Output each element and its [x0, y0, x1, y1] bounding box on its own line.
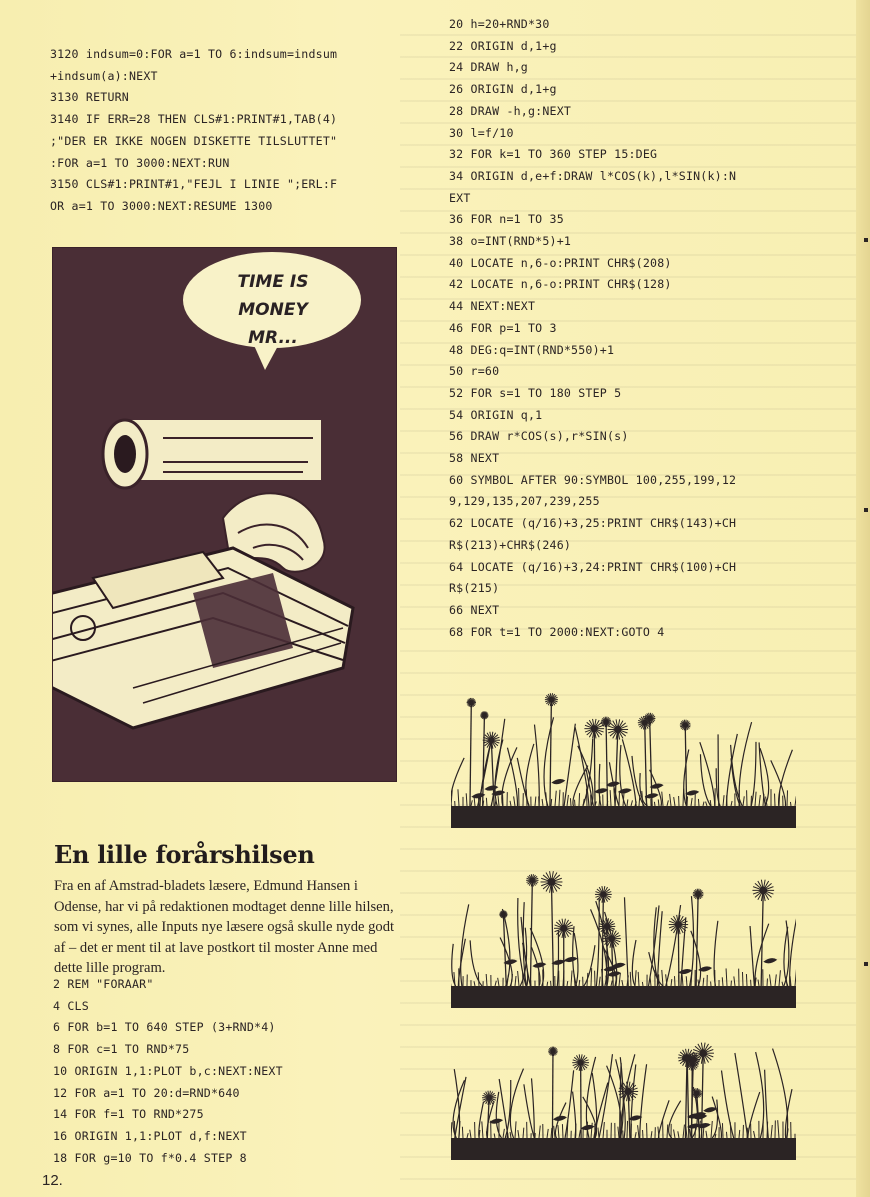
grass-blade — [735, 1053, 748, 1138]
grass-blade — [703, 978, 704, 986]
code-line: 28 DRAW -h,g:NEXT — [449, 103, 572, 118]
grass-blade — [558, 1125, 559, 1138]
flower-stem — [645, 723, 647, 806]
code-line: 68 FOR t=1 TO 2000:NEXT:GOTO 4 — [449, 624, 665, 639]
flower-stem — [602, 894, 603, 986]
grass-blade — [599, 1054, 612, 1138]
speech-text — [203, 268, 343, 352]
grass-blade — [758, 980, 759, 986]
code-line: 2 REM "FORAAR" — [53, 977, 154, 991]
grass-blade — [703, 802, 704, 806]
grass-blade — [518, 1130, 519, 1138]
grass-blade — [565, 1070, 574, 1138]
code-line: 36 FOR n=1 TO 35 — [449, 212, 564, 227]
flower-stem — [685, 1058, 687, 1138]
grass-blade — [635, 970, 636, 986]
edge-mark — [864, 962, 868, 966]
grass-blade — [510, 1132, 511, 1138]
grass-blade — [739, 1130, 740, 1138]
leaf — [532, 963, 546, 968]
code-line: 52 FOR s=1 TO 180 STEP 5 — [449, 385, 622, 400]
code-listing-top — [50, 44, 337, 218]
flower-stem — [615, 729, 618, 806]
grass-blade — [743, 796, 744, 806]
code-line: 56 DRAW r*COS(s),r*SIN(s) — [449, 429, 629, 444]
flower-stem — [594, 729, 595, 806]
grass-blade — [534, 725, 539, 806]
comic-illustration — [52, 247, 397, 782]
grass-blade — [657, 911, 662, 986]
grass-blade — [530, 928, 543, 986]
speech-line: TIME IS MONEY — [237, 272, 309, 320]
code-line: 3140 IF ERR=28 THEN CLS#1:PRINT#1,TAB(4) — [50, 112, 338, 127]
grass-blade — [535, 797, 536, 806]
grass-blade — [523, 1128, 524, 1138]
dandelion-head — [480, 711, 488, 719]
leaf — [763, 958, 777, 963]
grass-blade — [619, 973, 620, 986]
grass-blade — [703, 1127, 704, 1138]
leaf — [551, 779, 565, 784]
grass-blade — [579, 980, 580, 986]
code-line: OR a=1 TO 3000:NEXT:RESUME 1300 — [50, 198, 273, 213]
grass-blade — [474, 981, 475, 986]
grass-blade — [678, 1131, 679, 1138]
code-line: 3120 indsum=0:FOR a=1 TO 6:indsum=indsum — [50, 47, 338, 61]
grass-blade — [790, 802, 791, 806]
grass-blade — [734, 976, 735, 986]
code-line: 16 ORIGIN 1,1:PLOT d,f:NEXT — [53, 1128, 247, 1143]
grass-blade — [564, 724, 575, 806]
code-line: 34 ORIGIN d,e+f:DRAW l*COS(k),l*SIN(k):N — [449, 168, 737, 183]
grass-blade — [618, 1127, 619, 1138]
grass-blade — [658, 799, 659, 806]
grass-blade — [499, 1079, 508, 1138]
leaf — [553, 1116, 567, 1121]
article-intro: Fra en af Amstrad-bladets læsere, Edmund Hansen i Odense, har vi på redaktionen modtaget denne lille hilsen, som vi synes, alle Inputs nye læsere også skulle nyde godt af – det er ment til at lave postkort til moster Anne med dette lille program. — [54, 878, 395, 976]
grass-blade — [467, 1133, 468, 1138]
grass-blade — [603, 1122, 604, 1138]
grass-blade — [547, 982, 548, 986]
grass-blade — [754, 1131, 755, 1138]
grass-blade — [714, 921, 718, 986]
grass-blade — [554, 1126, 555, 1138]
code-line: R$(213)+CHR$(246) — [449, 537, 572, 552]
grass-blade — [683, 1125, 684, 1138]
grass-blade — [756, 1052, 764, 1138]
grass-blade — [562, 1124, 563, 1138]
grass-blade — [573, 766, 588, 806]
flower-stem — [650, 718, 652, 806]
code-line: 22 ORIGIN d,1+g — [449, 38, 557, 53]
grass-blade — [750, 926, 754, 986]
grass-blade — [482, 1121, 483, 1138]
grass-blade — [452, 944, 456, 986]
code-line: 20 h=20+RND*30 — [449, 17, 550, 31]
grass-blade — [573, 1092, 576, 1138]
grass-blade — [779, 970, 780, 986]
grass-blade — [503, 1129, 504, 1138]
grass-blade — [551, 799, 552, 806]
grass-blade — [631, 800, 632, 806]
grass-blade — [674, 1130, 675, 1138]
grass-blade — [466, 793, 467, 806]
grass-blade — [711, 1121, 712, 1138]
grass-blade — [686, 976, 687, 986]
code-line: 46 FOR p=1 TO 3 — [449, 320, 557, 335]
grass-blade — [698, 799, 699, 806]
grass-blade — [790, 909, 796, 986]
code-line: 18 FOR g=10 TO f*0.4 STEP 8 — [53, 1150, 247, 1165]
leaf — [581, 1125, 595, 1130]
grass-blade — [670, 794, 671, 806]
grass-blade — [651, 1131, 652, 1138]
grass-blade — [771, 1125, 772, 1138]
grass-blade — [559, 790, 560, 806]
code-line: 54 ORIGIN q,1 — [449, 407, 543, 422]
grass-blade — [638, 1125, 639, 1138]
grass-blade — [462, 1127, 463, 1138]
grass-blade — [505, 1080, 511, 1138]
page-edge — [856, 0, 870, 1197]
grass-blade — [486, 798, 487, 806]
grass-blade — [458, 789, 459, 806]
grass-blade — [544, 717, 554, 806]
grass-blade — [746, 974, 747, 986]
grass-blade — [731, 801, 732, 806]
leaf — [489, 1119, 503, 1124]
code-line: 60 SYMBOL AFTER 90:SYMBOL 100,255,199,12 — [449, 472, 737, 487]
code-line: 32 FOR k=1 TO 360 STEP 15:DEG — [449, 147, 658, 162]
grass-blade — [547, 1129, 548, 1138]
code-line: 6 FOR b=1 TO 640 STEP (3+RND*4) — [53, 1020, 276, 1035]
grass-blade — [494, 1134, 495, 1138]
grass-blade — [667, 800, 668, 806]
grass-blade — [722, 977, 723, 986]
grass-blade — [495, 981, 496, 986]
leaf — [618, 788, 632, 793]
flower-illustration-3 — [451, 1040, 796, 1160]
flower-stem — [470, 703, 471, 806]
flower-stem — [678, 925, 679, 986]
flower-illustration-2 — [451, 868, 796, 1008]
ground-band — [451, 986, 796, 1008]
flower-stem — [552, 1051, 553, 1138]
page-number: 12. — [42, 1172, 63, 1189]
grass-blade — [539, 1126, 540, 1138]
grass-blade — [726, 968, 727, 986]
code-listing-bottom — [53, 974, 283, 1169]
grass-blade — [610, 790, 611, 806]
code-line: 12 FOR a=1 TO 20:d=RND*640 — [53, 1085, 240, 1100]
grass-blade — [722, 1123, 723, 1138]
grass-blade — [706, 802, 707, 806]
flower-illustration-1 — [451, 688, 796, 828]
code-line: :FOR a=1 TO 3000:NEXT:RUN — [50, 155, 230, 170]
grass-blade — [515, 1121, 516, 1138]
code-line: 10 ORIGIN 1,1:PLOT b,c:NEXT:NEXT — [53, 1063, 283, 1078]
grass-blade — [515, 976, 516, 986]
flower-stem — [696, 894, 698, 986]
grass-blade — [579, 793, 580, 806]
grass-blade — [721, 1071, 733, 1138]
grass-blade — [627, 1121, 628, 1138]
grass-blade — [570, 798, 571, 806]
grass-blade — [567, 981, 568, 986]
grass-blade — [654, 802, 655, 806]
grass-blade — [518, 971, 519, 986]
code-line: 50 r=60 — [449, 364, 500, 379]
edge-mark — [864, 508, 868, 512]
speech-line: MR... — [248, 328, 298, 348]
grass-blade — [567, 795, 568, 806]
grass-blade — [510, 1069, 523, 1138]
flower-stem — [606, 722, 607, 806]
grass-blade — [662, 970, 663, 986]
flower-stem — [551, 882, 553, 986]
grass-blade — [470, 1130, 471, 1138]
grass-blade — [671, 979, 672, 986]
code-line: 26 ORIGIN d,1+g — [449, 82, 557, 97]
code-line: 14 FOR f=1 TO RND*275 — [53, 1107, 204, 1122]
grass-blade — [667, 1125, 668, 1138]
grass-blade — [498, 796, 499, 806]
grass-blade — [471, 800, 472, 806]
grass-blade — [611, 981, 612, 986]
grass-blade — [555, 791, 556, 806]
grass-blade — [765, 1070, 769, 1138]
grass-blade — [542, 799, 543, 806]
grass-blade — [557, 931, 558, 986]
flower-stem — [483, 715, 485, 806]
grass-blade — [591, 968, 592, 986]
grass-blade — [627, 799, 628, 806]
grass-blade — [622, 980, 623, 986]
code-line: 3150 CLS#1:PRINT#1,"FEJL I LINIE ";ERL:F — [50, 177, 338, 192]
grass-blade — [599, 764, 601, 806]
code-line: 4 CLS — [53, 998, 89, 1013]
leaf — [594, 788, 608, 793]
grass-blade — [674, 797, 675, 806]
code-line: EXT — [449, 190, 471, 205]
leaf — [564, 957, 578, 962]
grass-blade — [706, 1131, 707, 1138]
code-line: 24 DRAW h,g — [449, 60, 528, 75]
code-line: 30 l=f/10 — [449, 125, 514, 140]
gun-barrel — [103, 420, 353, 488]
grass-blade — [571, 971, 572, 986]
grass-blade — [795, 796, 796, 806]
grass-blade — [607, 1066, 622, 1138]
grass-blade — [787, 790, 788, 806]
grass-blade — [526, 744, 534, 806]
code-line: 8 FOR c=1 TO RND*75 — [53, 1042, 190, 1057]
code-line: ;"DER ER IKKE NOGEN DISKETTE TILSLUTTET" — [50, 133, 338, 148]
grass-blade — [718, 734, 719, 806]
grass-blade — [759, 795, 760, 806]
leaf — [607, 971, 621, 976]
grass-blade — [620, 745, 626, 806]
grass-blade — [779, 750, 793, 806]
grass-blade — [630, 972, 631, 986]
grass-blade — [726, 1132, 727, 1138]
grass-blade — [638, 972, 639, 986]
grass-blade — [599, 977, 600, 986]
grass-blade — [510, 801, 511, 806]
grass-blade — [669, 1101, 681, 1138]
article-title: En lille forårshilsen — [54, 840, 315, 869]
code-line: 62 LOCATE (q/16)+3,25:PRINT CHR$(143)+CH — [449, 516, 737, 531]
grass-blade — [723, 795, 724, 806]
code-line: 44 NEXT:NEXT — [449, 299, 536, 314]
grass-blade — [579, 1130, 580, 1138]
grass-blade — [486, 974, 487, 986]
grass-blade — [596, 898, 599, 986]
code-line: 40 LOCATE n,6-o:PRINT CHR$(208) — [449, 255, 672, 270]
leaf — [685, 790, 699, 795]
grass-blade — [782, 982, 783, 986]
leaf — [484, 785, 498, 790]
edge-mark — [864, 238, 868, 242]
ground-band — [451, 1138, 796, 1160]
code-line: 38 o=INT(RND*5)+1 — [449, 234, 572, 249]
flower-stem — [550, 700, 551, 806]
grass-blade — [584, 945, 595, 986]
grass-blade — [755, 792, 756, 806]
leaf — [606, 782, 620, 787]
code-line: 66 NEXT — [449, 602, 500, 617]
grass-blade — [778, 1120, 779, 1138]
grass-blade — [451, 1122, 452, 1138]
money-stack — [53, 548, 353, 728]
grass-blade — [770, 974, 771, 986]
code-line: 42 LOCATE n,6-o:PRINT CHR$(128) — [449, 277, 672, 292]
grass-blade — [739, 722, 751, 806]
code-line: 64 LOCATE (q/16)+3,24:PRINT CHR$(100)+CH — [449, 559, 737, 574]
leaf — [678, 969, 692, 974]
leaf — [703, 1107, 717, 1112]
grass-blade — [470, 940, 482, 986]
grass-blade — [635, 1132, 636, 1138]
code-line: 58 NEXT — [449, 451, 500, 466]
grass-blade — [551, 1128, 552, 1138]
code-listing-right — [449, 14, 736, 643]
grass-blade — [591, 1123, 592, 1138]
grass-blade — [775, 974, 776, 986]
code-line: R$(215) — [449, 581, 500, 596]
dandelion-head — [499, 910, 507, 918]
code-line: +indsum(a):NEXT — [50, 68, 158, 83]
code-line: 3130 RETURN — [50, 90, 129, 105]
grass-blade — [742, 972, 743, 986]
code-line: 48 DEG:q=INT(RND*550)+1 — [449, 342, 615, 357]
grass-blade — [514, 796, 515, 806]
code-line: 9,129,135,207,239,255 — [449, 494, 600, 509]
ground-band — [451, 806, 796, 828]
grass-blade — [795, 969, 796, 986]
grass-blade — [451, 758, 464, 806]
grass-blade — [498, 978, 499, 986]
grass-blade — [624, 897, 628, 986]
leaf — [603, 966, 617, 971]
grass-blade — [642, 982, 643, 986]
grass-blade — [640, 1064, 647, 1138]
grass-blade — [690, 896, 694, 986]
grass-blade — [700, 754, 710, 806]
grass-blade — [691, 798, 692, 806]
